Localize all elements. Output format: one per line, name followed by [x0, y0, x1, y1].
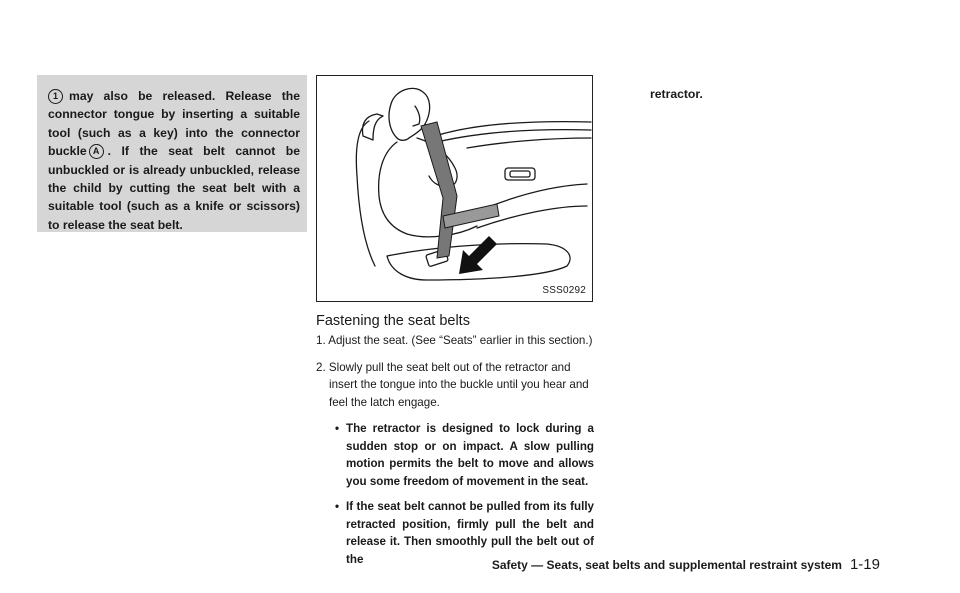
instruction-steps [316, 332, 594, 576]
step-2: 2. Slowly pull the seat belt out of the retractor and insert the tongue into the buckle until you hear and feel the latch engage. [316, 360, 589, 409]
bullet-1 [316, 420, 594, 490]
bullet-dot-icon: • [335, 422, 340, 435]
seat-belt-drawing [317, 76, 592, 301]
continuation-text: retractor. [650, 87, 703, 101]
bullet-2-text: If the seat belt cannot be pulled from its fully retracted position, firmly pull the belt and release it. Then smoothly pull the belt out of the [346, 500, 594, 566]
callout-a-icon: A [89, 144, 104, 159]
warning-text-part2: . If the seat belt cannot be unbuckled or is already unbuckled, release the child by cutting the seat belt with a suitable tool (such as a knife or scissors) to release the seat belt. [48, 144, 300, 232]
page-footer [492, 556, 880, 573]
bullet-1-text: The retractor is designed to lock during a sudden stop or on impact. A slow pulling motion permits the belt to move and allows you some freedom of movement in the seat. [346, 422, 594, 488]
callout-1-icon: 1 [48, 89, 63, 104]
seat-belt-illustration [316, 75, 593, 302]
step-1: 1. Adjust the seat. (See “Seats” earlier in this section.) [316, 334, 593, 347]
figure-caption: SSS0292 [542, 285, 586, 296]
bullet-dot-icon: • [335, 500, 340, 513]
warning-text [48, 87, 300, 234]
page-number: 1-19 [849, 556, 880, 573]
warning-text-part1: may also be released. Release the connector tongue by inserting a suitable tool (such as a key) into the connector buckle [48, 89, 300, 159]
section-heading: Fastening the seat belts [316, 313, 470, 329]
footer-title: Safety — Seats, seat belts and supplemental restraint system [491, 558, 842, 572]
